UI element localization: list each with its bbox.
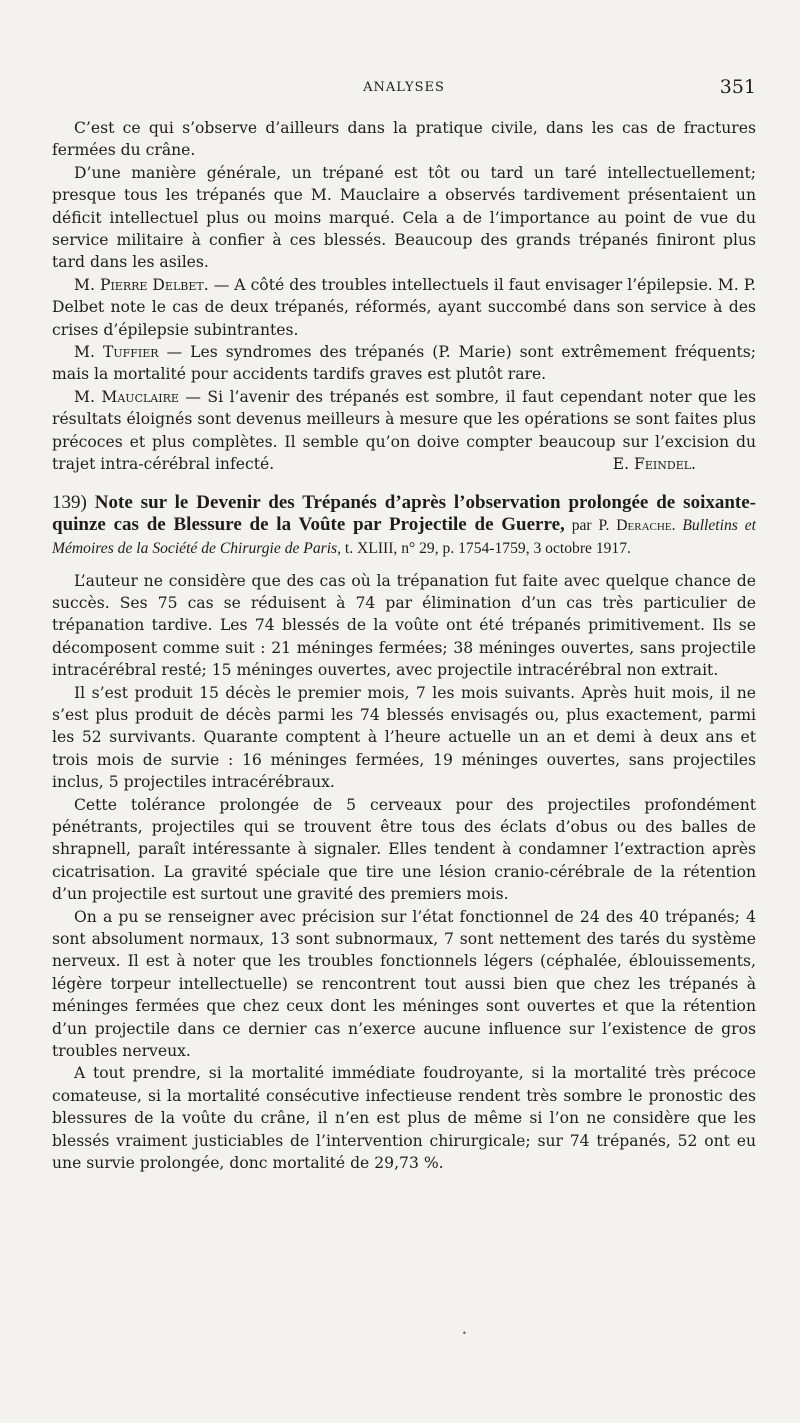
m-prefix: M. xyxy=(74,387,102,406)
speaker-mauclaire: Mauclaire xyxy=(101,387,179,406)
delbet-text: . — A côté des troubles intellectuels il faut envisager l’épilepsie. M. P. Delbet note le cas de deux trépanés, réformés, ayant succombé dans son service à des crises d’épilepsie subintrantes. xyxy=(52,275,756,339)
mauclaire-text: — Si l’avenir des trépanés est sombre, il faut cependant noter que les résultats éloignés sont devenus meilleurs à mesure que les opérations se sont faites plus précoces et plus complètes. Il semble qu’on doive compter beaucoup sur l’excision du trajet intra-cérébral infecté. xyxy=(52,387,756,474)
body-text xyxy=(52,117,756,1174)
entry-title: Note sur le Devenir des Trépanés d’après l’observation prolongée de soixante-quinze cas de Blessure de la Voûte par Projectile de Guerre, xyxy=(52,491,757,535)
entry-author: Derache xyxy=(616,516,672,534)
abstract-paragraph: On a pu se renseigner avec précision sur l’état fonctionnel de 24 des 40 trépanés; 4 sont absolument normaux, 13 sont subnormaux, 7 sont nettement des tarés du système nerveux. Il est à noter que les troubles fonctionnels légers (céphalée, éblouissements, légère torpeur intellectuelle) se rencontrent tout aussi bien que chez les trépanés à méninges fermées que chez ceux dont les méninges sont ouvertes et que la rétention d’un projectile dans ce dernier cas n’exerce aucune influence sur l’existence de gros troubles nerveux. xyxy=(52,907,756,1061)
spacer xyxy=(52,560,756,570)
abstract-paragraph: A tout prendre, si la mortalité immédiate foudroyante, si la mortalité très précoce comateuse, si la mortalité consécutive infectieuse rendent très sombre le pronostic des blessures de la voûte du crâne, il n’en est plus de même si l’on ne considère que les blessés vraiment justiciables de l’intervention chirurgicale; sur 74 trépanés, 52 ont eu une survie prolongée, donc mortalité de 29,73 %. xyxy=(52,1064,756,1173)
running-head xyxy=(52,76,756,100)
ornament-dot: • xyxy=(462,1329,467,1338)
abstract-paragraph: Il s’est produit 15 décès le premier mois, 7 les mois suivants. Après huit mois, il ne s’est plus produit de décès parmi les 74 blessés envisagés ou, plus exactement, parmi les 52 survivants. Quarante comptent à l’heure actuelle un an et demi à deux ans et trois mois de survie : 16 méninges fermées, 19 méninges ouvertes, sans projectiles inclus, 5 projectiles intracérébraux. xyxy=(52,683,756,792)
page-number: 351 xyxy=(719,76,756,98)
abstract-paragraph: L’auteur ne considère que des cas où la trépanation fut faite avec quelque chance de succès. Ses 75 cas se réduisent à 74 par élimination d’un cas très particulier de trépanation tardive. Les 74 blessés de la voûte ont été trépanés primitivement. Ils se décomposent comme suit : 21 méninges fermées; 38 méninges ouvertes, sans projectile intracérébral resté; 15 méninges ouvertes, avec projectile intracérébral non extrait. xyxy=(52,571,756,680)
running-title: ANALYSES xyxy=(363,80,445,95)
signature: E. Feindel. xyxy=(612,455,696,474)
m-prefix: M. xyxy=(74,275,100,294)
entry-number: 139) xyxy=(52,491,87,513)
entry-journal: Bulletins et Mémoires de la Société de Chirurgie de Paris, xyxy=(52,516,757,557)
speaker-tuffier: Tuffier xyxy=(102,343,159,362)
m-prefix: M. xyxy=(74,343,103,362)
entry-citation: t. XLIII, n° 29, p. 1754-1759, 3 octobre 1917. xyxy=(341,539,631,557)
paragraph-intellectual-deficit: D’une manière générale, un trépané est tôt ou tard un taré intellectuellement; presque tous les trépanés que M. Mauclaire a observés tardivement présentaient un déficit intellectuel plus ou moins marqué. Cela a de l’importance au point de vue du service militaire à confier à ces blessés. Beaucoup des grands trépanés finiront plus tard dans les asiles. xyxy=(52,163,756,272)
entry-heading xyxy=(52,492,756,560)
entry-by: par P. xyxy=(564,516,617,534)
paragraph-tuffier xyxy=(52,341,756,386)
speaker-delbet: Pierre Delbet xyxy=(99,275,204,294)
entry-author-dot: . xyxy=(671,516,683,534)
paragraph-fractures: C’est ce qui s’observe d’ailleurs dans la pratique civile, dans les cas de fractures fermées du crâne. xyxy=(52,119,756,160)
tuffier-text: — Les syndromes des trépanés (P. Marie) sont extrêmement fréquents; mais la mortalité pour accidents tardifs graves est plutôt rare. xyxy=(52,343,756,384)
paragraph-delbet xyxy=(52,274,756,341)
abstract-paragraph: Cette tolérance prolongée de 5 cerveaux pour des projectiles profondément pénétrants, projectiles qui se trouvent être tous des éclats d’obus ou des balles de shrapnell, paraît intéressante à signaler. Elles tendent à condamner l’extraction après cicatrisation. La gravité spéciale que tire une lésion cranio-cérébrale de la rétention d’un projectile est surtout une gravité des premiers mois. xyxy=(52,795,756,904)
